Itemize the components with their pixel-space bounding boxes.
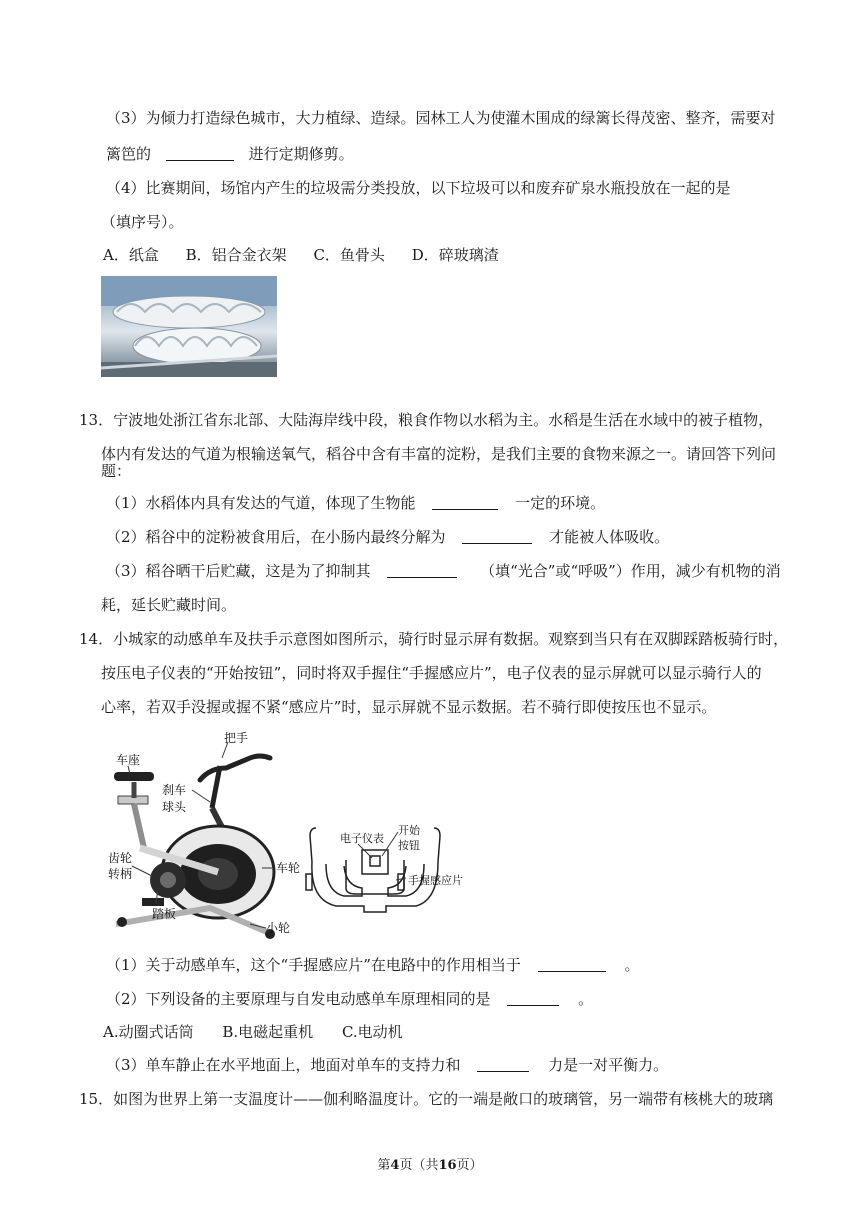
label-gear-2: 转柄 xyxy=(108,867,133,881)
q12-part4-line2: （填序号）。 xyxy=(101,213,184,231)
spin-bike-drawing xyxy=(114,756,275,939)
q14-part2-pre: （2）下列设备的主要原理与自发电动感单车原理相同的是 xyxy=(106,990,491,1008)
q12-part3-line1: （3）为倾力打造绿色城市，大力植绿、造绿。园林工人为使灌木围成的绿篱长得茂密、整齐，需要对 xyxy=(106,109,776,127)
q13-part1 xyxy=(106,493,605,513)
option-d: D．碎玻璃渣 xyxy=(411,246,499,264)
q14-part3-pre: （3）单车静止在水平地面上，地面对单车的支持力和 xyxy=(106,1056,461,1074)
answer-blank[interactable] xyxy=(432,494,498,510)
label-sensor: 手握感应片 xyxy=(408,874,463,887)
q13-part2 xyxy=(106,527,669,547)
q12-part4-line1: （4）比赛期间，场馆内产生的垃圾需分类投放，以下垃圾可以和废弃矿泉水瓶投放在一起的是 xyxy=(106,179,731,197)
label-pedal: 踏板 xyxy=(152,907,177,921)
answer-blank[interactable] xyxy=(477,1056,529,1072)
q13-part1-post: 一定的环境。 xyxy=(515,494,606,512)
label-brake-1: 刹车 xyxy=(162,783,187,797)
answer-blank[interactable] xyxy=(166,145,234,161)
q13-part2-pre: （2）稻谷中的淀粉被食用后，在小肠内最终分解为 xyxy=(106,528,446,546)
option-a: A．纸盒 xyxy=(103,246,159,264)
q13-part2-post: 才能被人体吸收。 xyxy=(549,528,670,546)
label-small-wheel: 小轮 xyxy=(266,921,291,935)
label-start-2: 按钮 xyxy=(398,839,420,852)
q14-part1-pre: （1）关于动感单车，这个“手握感应片”在电路中的作用相当于 xyxy=(106,956,521,974)
q12-part3-text-post: 进行定期修剪。 xyxy=(248,145,354,163)
label-start-1: 开始 xyxy=(398,824,420,837)
q12-part3-line2 xyxy=(106,144,354,164)
option-b: B.电磁起重机 xyxy=(222,1023,314,1041)
q13-part1-pre: （1）水稻体内具有发达的气道，体现了生物能 xyxy=(106,494,416,512)
q14-part3-post: 力是一对平衡力。 xyxy=(548,1056,669,1074)
label-meter: 电子仪表 xyxy=(340,832,384,845)
footer-text: 第 xyxy=(377,1158,391,1173)
q14-part2 xyxy=(106,989,593,1009)
q14-part1 xyxy=(106,955,639,975)
label-handle: 把手 xyxy=(224,731,249,745)
q13-part3 xyxy=(106,561,781,581)
label-seat: 车座 xyxy=(116,753,141,767)
answer-blank[interactable] xyxy=(387,562,457,578)
option-c: C．鱼骨头 xyxy=(313,246,385,264)
q13-part3-pre: （3）稻谷晒干后贮藏，这是为了抑制其 xyxy=(106,562,371,580)
q14-part2-post: 。 xyxy=(578,990,594,1008)
option-b: B．铝合金衣架 xyxy=(185,246,287,264)
q13-part3-line2: 耗，延长贮藏时间。 xyxy=(101,596,237,614)
answer-blank[interactable] xyxy=(538,956,606,972)
answer-blank[interactable] xyxy=(507,990,559,1006)
q15-line1: 15．如图为世界上第一支温度计——伽利略温度计。它的一端是敞口的玻璃管，另一端带有核桃大的玻璃 xyxy=(79,1090,774,1108)
q13-line1: 13．宁波地处浙江省东北部、大陆海岸线中段，粮食作物以水稻为主。水稻是生活在水域中的被子植物， xyxy=(79,411,774,429)
q14-line3: 心率，若双手没握或握不紧“感应片”时，显示屏就不显示数据。若不骑行即使按压也不显示。 xyxy=(101,698,717,716)
total-pages: 16 xyxy=(438,1158,457,1173)
q14-line1: 14．小城家的动感单车及扶手示意图如图所示，骑行时显示屏有数据。观察到当只有在双脚踩踏板骑行时， xyxy=(79,630,789,648)
stadium-illustration xyxy=(101,276,277,377)
q14-part3 xyxy=(106,1055,668,1075)
footer-text: 页（共 xyxy=(399,1158,439,1173)
q13-line2: 体内有发达的气道为根输送氧气，稻谷中含有丰富的淀粉，是我们主要的食物来源之一。请回答下列问 xyxy=(101,445,777,463)
option-a: A.动圈式话筒 xyxy=(103,1023,194,1041)
spin-bike-figure xyxy=(100,728,480,940)
label-brake-2: 球头 xyxy=(162,800,187,814)
q13-part3-post: （填“光合”或“呼吸”）作用，减少有机物的消 xyxy=(480,562,781,580)
answer-blank[interactable] xyxy=(462,528,532,544)
q12-part3-text-pre: 篱笆的 xyxy=(106,145,152,163)
option-c: C.电动机 xyxy=(341,1023,403,1041)
q12-options xyxy=(103,245,521,265)
q14-part1-post: 。 xyxy=(624,956,640,974)
q14-line2: 按压电子仪表的“开始按钮”，同时将双手握住“手握感应片”，电子仪表的显示屏就可以显示骑行人的 xyxy=(101,664,762,682)
q14-options xyxy=(103,1022,425,1042)
label-wheel: 车轮 xyxy=(276,861,301,875)
footer-text: 页） xyxy=(456,1158,483,1173)
page-number: 4 xyxy=(390,1158,400,1173)
label-gear-1: 齿轮 xyxy=(108,851,133,865)
q13-line3: 题： xyxy=(101,462,132,480)
page-footer xyxy=(0,1156,860,1176)
stadium-photo xyxy=(101,276,277,377)
